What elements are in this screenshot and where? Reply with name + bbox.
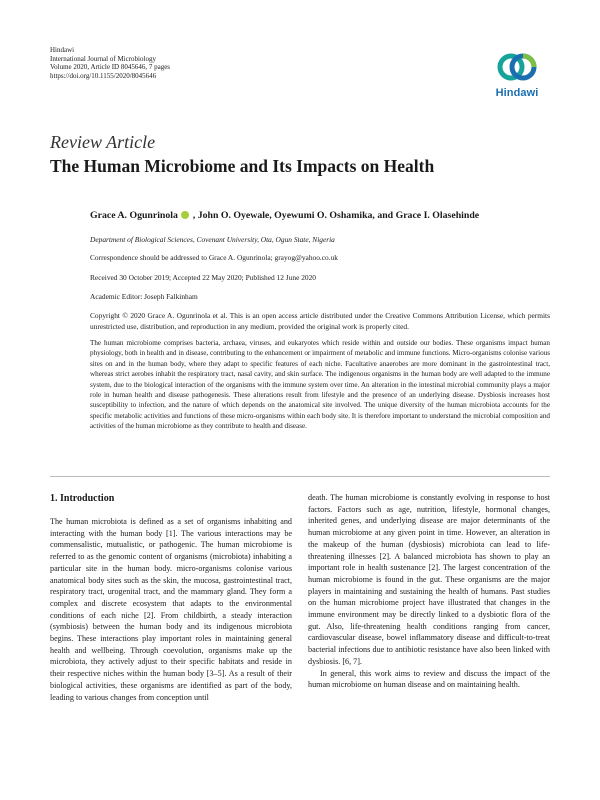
journal-header — [50, 46, 170, 80]
abstract: The human microbiome comprises bacteria, archaea, viruses, and eukaryotes which reside within and outside our bodies. These organisms impact human physiology, both in health and in disease, contributing to the enhancement or impairment of metabolic and immune functions. Micro-organisms colonise various sites on and in the human body, where they adapt to specific features of each niche. Facultative anaerobes are more dominant in the gastrointestinal tract, whereas strict aerobes inhabit the respiratory tract, nasal cavity, and skin surface. The indigenous organisms in the human body are well adapted to the immune system, due to the biological interaction of the organisms with the immune system over time. An alteration in the intestinal microbial community plays a major role in human health and disease pathogenesis. These alterations result from lifestyle and the presence of an underlying disease. Dysbiosis increases host susceptibility to infection, and the nature of which depends on the anatomical site involved. The unique diversity of the human microbiota accounts for the specific metabolic activities and functions of these micro-organisms within each body site. It is therefore important to understand the microbial composition and activities of the human microbiome as they contribute to health and disease. — [90, 339, 550, 431]
body-column-right — [308, 492, 550, 691]
volume-info: Volume 2020, Article ID 8045646, 7 pages — [50, 63, 171, 71]
orcid-icon[interactable] — [181, 211, 189, 219]
journal-name: International Journal of Microbiology — [50, 54, 156, 63]
paragraph: In general, this work aims to review and discuss the impact of the human microbiome on human disease and on maintaining health. — [308, 668, 550, 690]
section-divider — [50, 476, 550, 477]
body-column-left — [50, 516, 292, 703]
publication-dates: Received 30 October 2019; Accepted 22 May 2020; Published 12 June 2020 — [90, 273, 316, 282]
page-title: The Human Microbiome and Its Impacts on Health — [50, 156, 435, 176]
first-author[interactable]: Grace A. Ogunrinola — [90, 210, 178, 221]
copyright-notice: Copyright © 2020 Grace A. Ogunrinola et al. This is an open access article distributed under the Creative Commons Attribution License, which permits unrestricted use, distribution, and reproduction in any medium, provided the original work is properly cited. — [90, 311, 550, 331]
affiliation: Department of Biological Sciences, Covenant University, Ota, Ogun State, Nigeria — [90, 235, 335, 244]
section-heading: 1. Introduction — [50, 493, 115, 504]
paragraph: The human microbiota is defined as a set of organisms inhabiting and interacting with the human body [1]. The various interactions may be commensalistic, mutualistic, or pathogenic. The human microbiome is referred to as the genomic content of organisms (microbiota) inhabiting a particular site in the human body. micro-organisms colonise various anatomical body sites such as the skin, the mucosa, gastrointestinal tract, respiratory tract, urogenital tract, and the mammary gland. They form a complex and discrete ecosystem that adapts to the environmental conditions of each niche [2]. From childbirth, a steady interaction (symbiosis) between the human body and its indigenous microbiota begins. These interactions play important roles in maintaining general health and wellbeing. Through coevolution, organisms make up the microbiota, they actively adjust to their specific habitats and reside in their respective niches within the human body [3–5]. As a result of their biological activities, these organisms are identified as part of the body, leading to various changes from conception until — [50, 517, 292, 702]
publisher-name: Hindawi — [50, 46, 75, 54]
hindawi-logo — [488, 48, 546, 99]
other-authors: , John O. Oyewale, Oyewumi O. Oshamika, and Grace I. Olasehinde — [192, 210, 480, 221]
paragraph: death. The human microbiome is constantly evolving in response to host factors. Factors such as age, nutrition, lifestyle, hormonal changes, inherited genes, and underlying disease are major determinants of the human microbiome at any given point in time. However, an alteration in the makeup of the human (dysbiosis) microbiota can lead to life-threatening illnesses [2]. A balanced microbiota has shown to play an important role in health sustenance [2]. The largest concentration of the human microbiome is found in the gut. These organisms are the major players in maintaining and sustaining the health of humans. Past studies on the human microbiome project have illustrated that changes in the immune environment may be directly linked to a dysbiotic flora of the gut. Also, life-threatening health conditions ranging from cancer, cardiovascular disease, bowel inflammatory disease and difficult-to-treat bacterial infections due to antibiotic resistance have also been linked with dysbiosis. [6, 7]. — [308, 493, 550, 666]
article-type: Review Article — [50, 132, 156, 152]
doi-link[interactable]: https://doi.org/10.1155/2020/8045646 — [50, 71, 157, 80]
logo-text: Hindawi — [495, 87, 539, 99]
author-list — [90, 210, 479, 221]
academic-editor: Academic Editor: Joseph Falkinham — [90, 292, 198, 301]
correspondence: Correspondence should be addressed to Grace A. Ogunrinola; grayog@yahoo.co.uk — [90, 253, 338, 262]
hindawi-rings-icon — [495, 48, 539, 86]
